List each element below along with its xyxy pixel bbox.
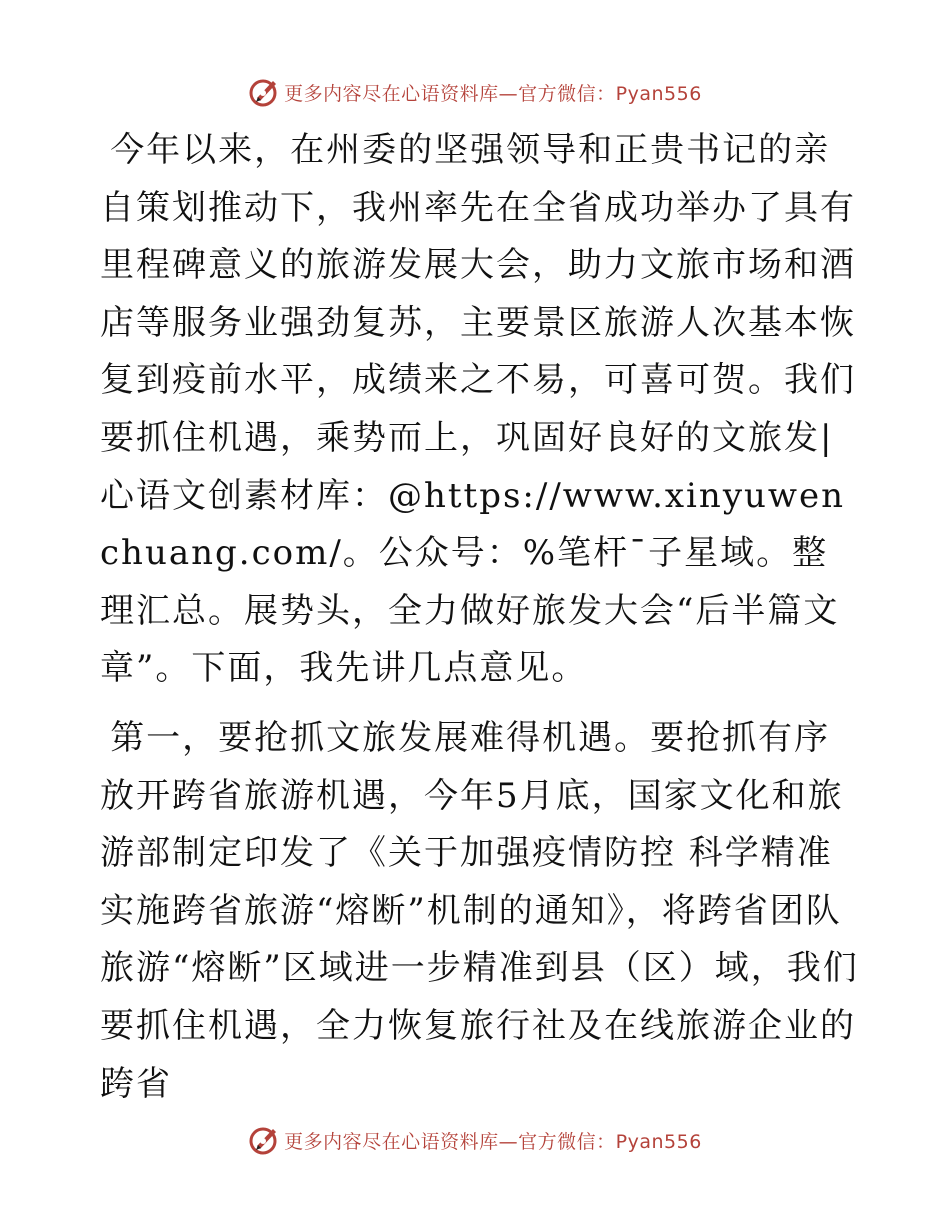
footer-watermark-banner	[0, 1120, 950, 1160]
header-banner-text: 更多内容尽在心语资料库—官方微信：Pyan556	[284, 82, 702, 105]
paragraph-point-one: 第一，要抢抓文旅发展难得机遇。要抢抓有序放开跨省旅游机遇，今年5月底，国家文化和旅游部制定印发了《关于加强疫情防控 科学精准实施跨省旅游“熔断”机制的通知》，将跨省团队旅游“熔断”区域进一步精准到县（区）域，我们要抓住机遇，全力恢复旅行社及在线旅游企业的跨省	[100, 717, 859, 1104]
quill-logo-icon	[248, 1124, 280, 1156]
footer-banner-text: 更多内容尽在心语资料库—官方微信：Pyan556	[284, 1130, 702, 1153]
header-watermark-banner	[0, 72, 950, 112]
paragraph-intro: 今年以来，在州委的坚强领导和正贵书记的亲自策划推动下，我州率先在全省成功举办了具有里程碑意义的旅游发展大会，助力文旅市场和酒店等服务业强劲复苏，主要景区旅游人次基本恢复到疫前水平，成绩来之不易，可喜可贺。我们要抓住机遇，乘势而上，巩固好良好的文旅发|心语文创素材库：@https://www.xinyuwenchuang.com/。公众号：%笔杆¯子星域。整理汇总。展势头，全力做好旅发大会“后半篇文章”。下面，我先讲几点意见。	[100, 130, 856, 689]
quill-logo-icon	[248, 76, 280, 108]
document-body	[100, 122, 860, 1113]
